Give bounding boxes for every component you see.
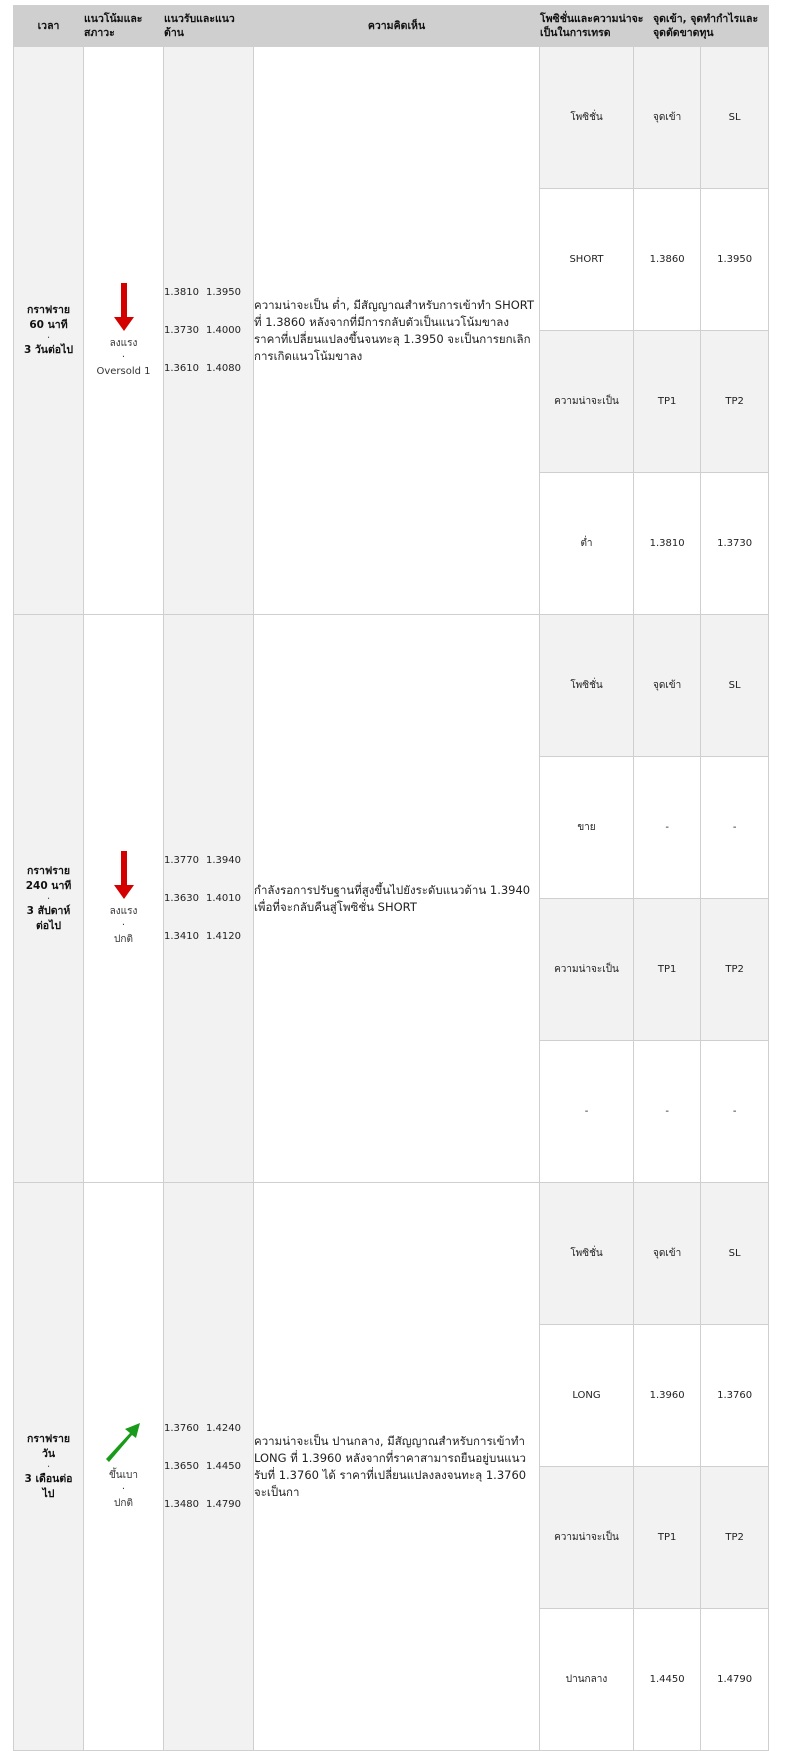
timeframe-line: 3 เดือนต่อ	[24, 1472, 73, 1485]
level-pair	[164, 350, 253, 388]
support-level: 1.3410	[164, 930, 199, 942]
position-grid-cell: โพซิชั่น	[540, 1183, 634, 1325]
position-grid-cell: LONG	[540, 1325, 634, 1467]
header-time: เวลา	[14, 6, 84, 47]
position-grid-cell: จุดเข้า	[634, 615, 701, 757]
position-grid-cell: SL	[701, 1183, 768, 1325]
position-grid	[540, 1183, 768, 1750]
level-pair	[164, 1448, 253, 1486]
resistance-level: 1.4010	[206, 892, 241, 904]
timeframe-line: 240 นาที	[25, 879, 72, 892]
support-level: 1.3760	[164, 1422, 199, 1434]
position-grid	[540, 615, 768, 1182]
position-grid	[540, 47, 768, 614]
position-grid-cell: จุดเข้า	[634, 1183, 701, 1325]
level-pair	[164, 274, 253, 312]
position-grid-row	[540, 1325, 768, 1467]
forecast-table-wrapper	[13, 5, 768, 1751]
position-grid-cell: 1.3730	[701, 473, 768, 615]
position-grid-cell: -	[701, 757, 768, 899]
timeframe-cell	[14, 615, 84, 1183]
trend-line: ลงแรง	[109, 905, 138, 917]
resistance-level: 1.4120	[206, 930, 241, 942]
resistance-level: 1.4080	[206, 362, 241, 374]
position-grid-row	[540, 615, 768, 757]
position-grid-row	[540, 899, 768, 1041]
trend-line: Oversold 1	[96, 365, 151, 377]
header-position-label: โพซิชั่นและความน่าจะเป็นในการเทรด	[540, 13, 644, 39]
resistance-level: 1.4790	[206, 1498, 241, 1510]
trend-cell	[84, 47, 164, 615]
position-grid-cell: 1.4790	[701, 1609, 768, 1751]
trend-line: ·	[121, 1483, 126, 1495]
position-grid-row	[540, 757, 768, 899]
timeframe-line: ·	[46, 1460, 51, 1473]
support-level: 1.3630	[164, 892, 199, 904]
trend-line: ปกติ	[114, 933, 133, 945]
position-grid-cell: TP2	[701, 331, 768, 473]
timeframe-line: 3 สัปดาห์	[26, 904, 71, 917]
position-grid-cell: ขาย	[540, 757, 634, 899]
position-grid-cell: -	[634, 1041, 701, 1183]
position-grid-cell: SHORT	[540, 189, 634, 331]
support-level: 1.3480	[164, 1498, 199, 1510]
position-grid-cell: 1.3950	[701, 189, 768, 331]
timeframe-line: กราฟราย	[26, 1432, 70, 1445]
position-grid-cell: -	[584, 1106, 589, 1117]
trend-line: ปกติ	[114, 1497, 133, 1509]
position-grid-row	[540, 1183, 768, 1325]
table-row	[14, 1183, 769, 1751]
position-grid-cell: 1.3960	[634, 1325, 701, 1467]
support-level: 1.3610	[164, 362, 199, 374]
resistance-level: 1.4240	[206, 1422, 241, 1434]
position-grid-cell: SL	[701, 47, 768, 189]
support-level: 1.3770	[164, 854, 199, 866]
forecast-table	[13, 5, 769, 1751]
position-cell	[540, 1183, 769, 1751]
position-grid-cell: TP2	[701, 1467, 768, 1609]
header-position	[540, 6, 769, 47]
timeframe-line: ต่อไป	[35, 919, 62, 932]
position-grid-row	[540, 189, 768, 331]
position-grid-cell: ความน่าจะเป็น	[540, 1467, 634, 1609]
up-right-arrow-icon	[106, 1423, 142, 1463]
level-pair	[164, 880, 253, 918]
header-targets-label: จุดเข้า, จุดทำกำไรและจุดตัดขาดทุน	[653, 13, 759, 39]
trend-line: ลงแรง	[109, 337, 138, 349]
timeframe-cell	[14, 47, 84, 615]
level-pair	[164, 842, 253, 880]
position-grid-cell: TP1	[634, 331, 701, 473]
position-grid-row	[540, 1467, 768, 1609]
position-grid-row	[540, 331, 768, 473]
down-arrow-icon	[114, 851, 134, 899]
trend-cell	[84, 615, 164, 1183]
levels-cell	[164, 47, 254, 615]
support-level: 1.3810	[164, 286, 199, 298]
position-cell	[540, 615, 769, 1183]
resistance-level: 1.4450	[206, 1460, 241, 1472]
header-trend: แนวโน้มและสภาวะ	[84, 6, 164, 47]
resistance-level: 1.3950	[206, 286, 241, 298]
table-row	[14, 615, 769, 1183]
header-levels: แนวรับและแนวต้าน	[164, 6, 254, 47]
timeframe-line: วัน	[41, 1447, 56, 1460]
trend-line: ·	[121, 919, 126, 931]
comment-cell	[254, 615, 540, 1183]
comment-cell	[254, 47, 540, 615]
trend-line: ขึ้นเบา	[108, 1469, 139, 1481]
table-row	[14, 47, 769, 615]
levels-cell	[164, 1183, 254, 1751]
level-pair	[164, 918, 253, 956]
comment-text: ความน่าจะเป็น ปานกลาง, มีสัญญาณสำหรับการเข้าทำ LONG ที่ 1.3960 หลังจากที่ราคาสามารถยืนอยู่บนแนวรับที่ 1.3760 ได้ ราคาที่เปลี่ยนแปลงลงจนทะลุ 1.3760 จะเป็นกา	[254, 1433, 527, 1499]
timeframe-cell	[14, 1183, 84, 1751]
position-grid-cell: ปานกลาง	[565, 1674, 608, 1685]
position-grid-row	[540, 1041, 768, 1183]
position-grid-cell: ต่ำ	[580, 538, 593, 549]
position-grid-cell: ความน่าจะเป็น	[540, 331, 634, 473]
position-grid-cell: TP1	[634, 899, 701, 1041]
timeframe-line: กราฟราย	[26, 304, 70, 316]
down-arrow-icon	[114, 283, 134, 331]
position-grid-row	[540, 473, 768, 615]
position-grid-cell: -	[701, 1041, 768, 1183]
position-grid-cell: 1.3760	[701, 1325, 768, 1467]
position-grid-cell: 1.3860	[634, 189, 701, 331]
trend-line: ·	[121, 351, 126, 363]
table-body	[14, 47, 769, 1751]
position-grid-cell: TP1	[634, 1467, 701, 1609]
position-grid-cell: จุดเข้า	[634, 47, 701, 189]
comment-text: ความน่าจะเป็น ต่ำ, มีสัญญาณสำหรับการเข้าทำ SHORT ที่ 1.3860 หลังจากที่มีการกลับตัวเป็นแนวโน้มขาลง ราคาที่เปลี่ยนแปลงขึ้นจนทะลุ 1.3950 จะเป็นการยกเลิกการเกิดแนวโน้มขาลง	[254, 297, 534, 363]
position-grid-cell: โพซิชั่น	[540, 615, 634, 757]
timeframe-line: 60 นาที	[29, 319, 68, 331]
level-pair	[164, 1410, 253, 1448]
support-level: 1.3730	[164, 324, 199, 336]
position-grid-cell: SL	[701, 615, 768, 757]
support-level: 1.3650	[164, 1460, 199, 1472]
position-grid-cell: โพซิชั่น	[540, 47, 634, 189]
trend-cell	[84, 1183, 164, 1751]
position-cell	[540, 47, 769, 615]
position-grid-cell: 1.4450	[634, 1609, 701, 1751]
timeframe-line: 3 วันต่อไป	[23, 344, 74, 356]
timeframe-line: ·	[46, 332, 51, 344]
comment-text: กำลังรอการปรับฐานที่สูงขึ้นไปยังระดับแนวต้าน 1.3940 เพื่อที่จะกลับคืนสู่โพซิชั่น SHORT	[254, 882, 531, 914]
comment-cell	[254, 1183, 540, 1751]
header-comment: ความคิดเห็น	[254, 6, 540, 47]
level-pair	[164, 1486, 253, 1524]
timeframe-line: กราฟราย	[26, 864, 70, 877]
position-grid-row	[540, 47, 768, 189]
position-grid-cell: ความน่าจะเป็น	[540, 899, 634, 1041]
level-pair	[164, 312, 253, 350]
timeframe-line: ·	[46, 892, 51, 905]
position-grid-row	[540, 1609, 768, 1751]
resistance-level: 1.3940	[206, 854, 241, 866]
timeframe-line: ไป	[42, 1487, 55, 1500]
position-grid-cell: 1.3810	[634, 473, 701, 615]
levels-cell	[164, 615, 254, 1183]
position-grid-cell: TP2	[701, 899, 768, 1041]
resistance-level: 1.4000	[206, 324, 241, 336]
position-grid-cell: -	[634, 757, 701, 899]
